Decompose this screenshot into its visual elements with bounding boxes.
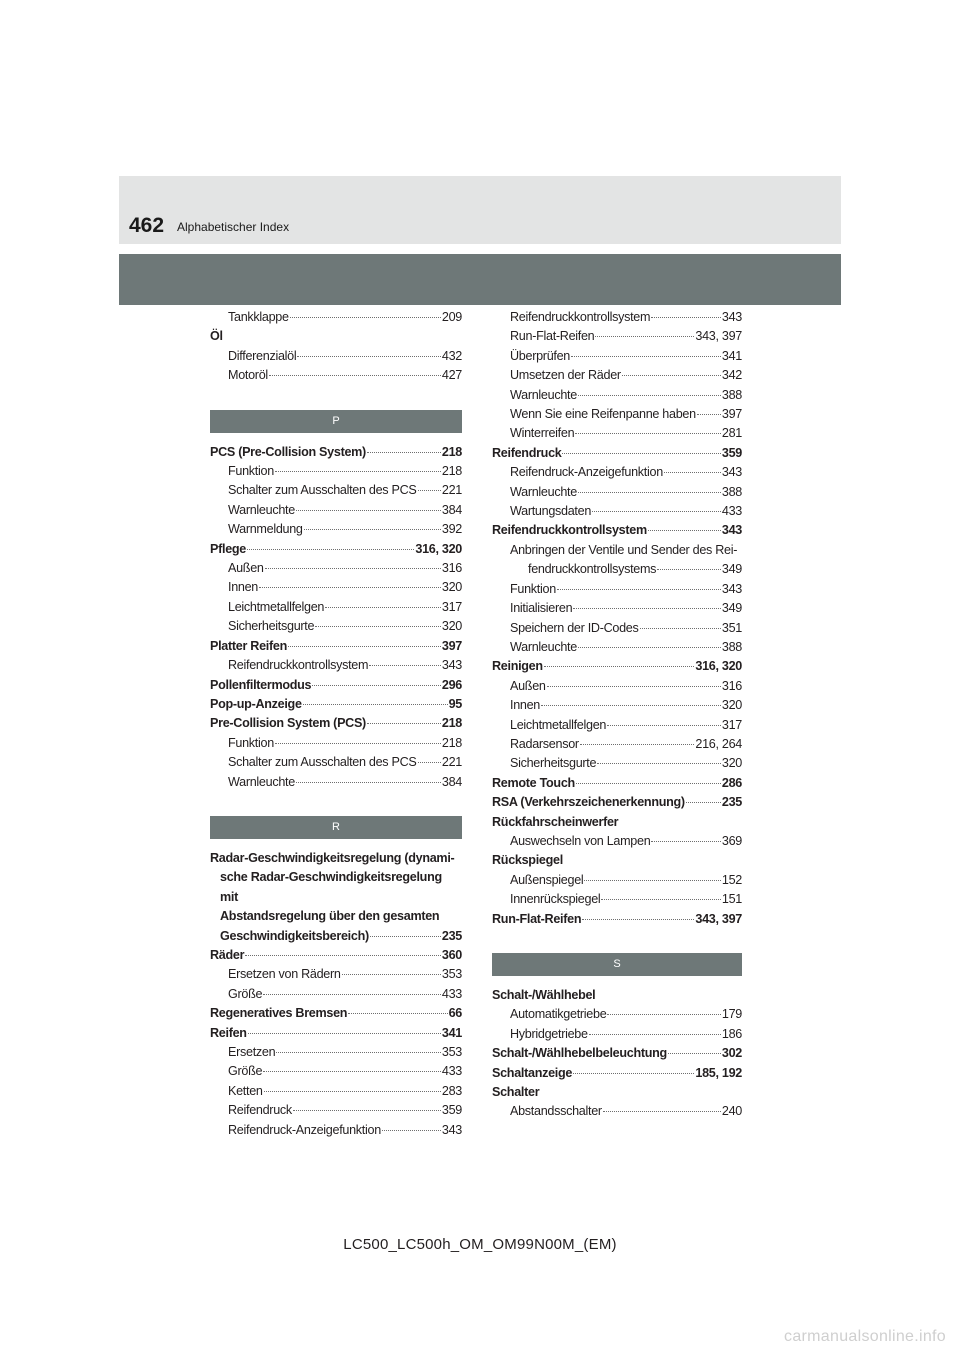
entry-page: 151 (721, 892, 742, 907)
entry-term: Warnleuchte (228, 774, 295, 789)
leader-dots (418, 762, 441, 763)
index-entry (210, 656, 462, 675)
leader-dots (578, 492, 721, 493)
entry-page: 95 (448, 696, 462, 711)
entry-term: Differenzialöl (228, 348, 297, 363)
leader-dots (697, 414, 721, 415)
entry-page: 341 (721, 348, 742, 363)
index-entry (492, 871, 742, 890)
index-column-right (492, 308, 742, 1122)
entry-page: 240 (721, 1104, 742, 1119)
entry-term: Initialisieren (510, 601, 573, 616)
entry-term: Sicherheitsgurte (228, 619, 315, 634)
index-entry (492, 580, 742, 599)
leader-dots (668, 1053, 721, 1054)
entry-term: Schaltanzeige (492, 1065, 573, 1080)
index-entry (492, 774, 742, 793)
entry-term: Umsetzen der Räder (510, 368, 621, 383)
leader-dots (263, 1071, 441, 1072)
leader-dots (595, 336, 694, 337)
index-entry (492, 327, 742, 346)
index-entry (210, 676, 462, 695)
index-entry (492, 793, 742, 812)
index-entry (210, 443, 462, 462)
entry-page: 221 (441, 755, 462, 770)
entry-term: Innenrückspiegel (510, 892, 601, 907)
index-entry (210, 520, 462, 539)
leader-dots (370, 936, 441, 937)
entry-page: 218 (441, 464, 462, 479)
entry-page: 343 (721, 523, 742, 538)
entry-page: 316 (441, 561, 462, 576)
entry-page: 286 (721, 775, 742, 790)
leader-dots (312, 685, 441, 686)
entry-term: Warnleuchte (510, 639, 577, 654)
index-group (210, 308, 462, 386)
index-entry (210, 946, 462, 965)
entry-page: 302 (721, 1046, 742, 1061)
entry-term: Schalt-/Wählhebelbeleuchtung (492, 1046, 667, 1061)
leader-dots (541, 705, 721, 706)
entry-page: 320 (441, 619, 462, 634)
entry-page: 359 (721, 445, 742, 460)
entry-term: Remote Touch (492, 775, 575, 790)
section-header-r: R (210, 816, 462, 839)
entry-term: Warnmeldung (228, 522, 303, 537)
index-entry-radar (210, 849, 462, 946)
index-column-left (210, 308, 462, 1140)
entry-page: 349 (721, 601, 742, 616)
index-entry (210, 559, 462, 578)
watermark: carmanualsonline.info (784, 1328, 946, 1345)
entry-term: Schalter (492, 1085, 540, 1100)
entry-page: 342 (721, 368, 742, 383)
leader-dots (325, 607, 441, 608)
entry-page: 343, 397 (695, 329, 742, 344)
leader-dots (601, 899, 720, 900)
entry-term: Reinigen (492, 659, 543, 674)
entry-page: 185, 192 (695, 1065, 742, 1080)
index-entry (210, 1062, 462, 1081)
leader-dots (547, 686, 721, 687)
entry-term: Reifendruckkontrollsystem (228, 658, 369, 673)
entry-page: 388 (721, 484, 742, 499)
leader-dots (578, 395, 721, 396)
index-entry (210, 1121, 462, 1140)
entry-term: Pop-up-Anzeige (210, 696, 302, 711)
index-group (492, 580, 742, 929)
leader-dots (369, 665, 441, 666)
index-entry (492, 716, 742, 735)
leader-dots (315, 626, 441, 627)
entry-page: 320 (721, 698, 742, 713)
index-group (210, 443, 462, 792)
entry-term: Abstandsschalter (510, 1104, 602, 1119)
leader-dots (342, 974, 441, 975)
entry-term: Überprüfen (510, 348, 571, 363)
entry-term: Sicherheitsgurte (510, 756, 597, 771)
index-entry (210, 1043, 462, 1062)
entry-term: Reifendruckkontrollsystem (510, 310, 651, 324)
entry-term: Regeneratives Bremsen (210, 1006, 348, 1021)
leader-dots (544, 666, 695, 667)
entry-term: Ersetzen (228, 1045, 276, 1059)
entry-term: Auswechseln von Lampen (510, 833, 651, 848)
index-entry (492, 696, 742, 715)
entry-page: 388 (721, 387, 742, 402)
index-entry (210, 1024, 462, 1043)
index-entry (210, 773, 462, 792)
index-entry (210, 1101, 462, 1120)
leader-dots (557, 589, 721, 590)
entry-term: Platter Reifen (210, 638, 287, 653)
entry-page: 343 (721, 310, 742, 324)
entry-term: Außenspiegel (510, 872, 584, 887)
leader-dots (657, 569, 721, 570)
leader-dots (293, 1110, 441, 1111)
entry-page: 152 (721, 872, 742, 887)
index-entry (492, 444, 742, 463)
entry-page: 281 (721, 426, 742, 441)
index-entry (210, 366, 462, 385)
entry-page: 397 (721, 407, 742, 422)
index-entry (492, 832, 742, 851)
entry-term: Schalter zum Ausschalten des PCS (228, 483, 417, 498)
leader-dots (578, 647, 721, 648)
entry-term: Radarsensor (510, 736, 579, 751)
index-entry (210, 598, 462, 617)
leader-dots (275, 471, 441, 472)
index-entry (210, 501, 462, 520)
index-entry (210, 578, 462, 597)
index-entry (492, 599, 742, 618)
leader-dots (573, 1073, 694, 1074)
entry-page: 218 (441, 735, 462, 750)
entry-page: 343 (441, 658, 462, 673)
entry-page: 296 (441, 677, 462, 692)
index-entry (492, 638, 742, 657)
entry-term: Räder (210, 947, 245, 962)
entry-term: Run-Flat-Reifen (510, 329, 595, 344)
index-entry (492, 347, 742, 366)
entry-term: Motoröl (228, 368, 268, 383)
entry-term: Pflege (210, 541, 246, 556)
entry-line: Abstandsregelung über den gesamten (220, 909, 440, 924)
index-entry (210, 347, 462, 366)
leader-dots (245, 955, 441, 956)
entry-page: 353 (441, 1045, 462, 1059)
leader-dots (562, 453, 720, 454)
index-entry (492, 308, 742, 327)
leader-dots (607, 725, 721, 726)
entry-page: 341 (441, 1025, 462, 1040)
index-entry (492, 754, 742, 773)
leader-dots (367, 723, 441, 724)
leader-dots (288, 646, 441, 647)
entry-line: fendruckkontrollsystems (528, 562, 657, 577)
index-entry (210, 462, 462, 481)
index-entry (492, 1044, 742, 1063)
entry-term: Reifen (210, 1025, 247, 1040)
entry-term: Winterreifen (510, 426, 575, 441)
entry-term: Warnleuchte (510, 387, 577, 402)
entry-term: Größe (228, 986, 263, 1001)
index-entry (492, 851, 742, 870)
entry-term: Rückspiegel (492, 853, 563, 868)
manual-code: LC500_LC500h_OM_OM99N00M_(EM) (343, 1236, 617, 1253)
leader-dots (382, 1130, 441, 1131)
page-number: 462 (129, 214, 165, 237)
header-band (119, 254, 841, 305)
entry-page: 351 (721, 620, 742, 635)
entry-line: Anbringen der Ventile und Sender des Rei- (510, 542, 738, 557)
index-entry (492, 483, 742, 502)
entry-term: Leichtmetallfelgen (228, 599, 325, 614)
index-entry (492, 405, 742, 424)
entry-page: 369 (721, 833, 742, 848)
leader-dots (603, 1111, 721, 1112)
index-entry (210, 1082, 462, 1101)
index-entry (210, 617, 462, 636)
leader-dots (640, 628, 721, 629)
entry-page: 218 (441, 716, 462, 731)
leader-dots (303, 704, 448, 705)
index-entry (210, 753, 462, 772)
entry-page: 316, 320 (695, 659, 742, 674)
leader-dots (582, 919, 694, 920)
leader-dots (296, 510, 441, 511)
index-entry (492, 619, 742, 638)
leader-dots (573, 608, 721, 609)
section-header-p: P (210, 410, 462, 433)
index-entry (492, 386, 742, 405)
leader-dots (263, 994, 441, 995)
index-group (210, 946, 462, 1140)
entry-page: 343 (721, 465, 742, 480)
entry-page: 179 (721, 1007, 742, 1022)
entry-page: 384 (441, 502, 462, 517)
index-entry (210, 327, 462, 346)
entry-term: Größe (228, 1064, 263, 1079)
leader-dots (651, 841, 720, 842)
entry-term: Reifendruck-Anzeigefunktion (510, 465, 663, 480)
entry-term: Funktion (228, 464, 274, 479)
leader-dots (584, 880, 720, 881)
leader-dots (297, 356, 441, 357)
leader-dots (265, 568, 441, 569)
leader-dots (622, 375, 721, 376)
entry-term: Innen (510, 698, 541, 713)
index-entry (492, 677, 742, 696)
entry-page: 320 (441, 580, 462, 595)
entry-term: Wartungsdaten (510, 504, 592, 519)
entry-page: 343 (441, 1122, 462, 1137)
section-header-s: S (492, 953, 742, 976)
index-entry (492, 1102, 742, 1121)
leader-dots (592, 511, 721, 512)
entry-term: Funktion (510, 581, 556, 596)
entry-page: 221 (441, 483, 462, 498)
index-entry (492, 1005, 742, 1024)
entry-page: 388 (721, 639, 742, 654)
entry-term: Speichern der ID-Codes (510, 620, 639, 635)
index-entry (492, 1083, 742, 1102)
leader-dots (304, 529, 441, 530)
entry-page: 433 (441, 1064, 462, 1079)
index-entry (492, 910, 742, 929)
entry-line: Radar-Geschwindigkeitsregelung (dynami- (210, 850, 455, 865)
entry-term: Rückfahrscheinwerfer (492, 814, 619, 829)
entry-term: Innen (228, 580, 259, 595)
entry-term: Automatikgetriebe (510, 1007, 607, 1022)
leader-dots (575, 433, 721, 434)
entry-term: Öl (210, 329, 223, 344)
leader-dots (589, 1034, 721, 1035)
entry-page: 384 (441, 774, 462, 789)
leader-dots (290, 317, 441, 318)
leader-dots (664, 472, 721, 473)
index-entry (210, 734, 462, 753)
entry-page: 432 (441, 348, 462, 363)
leader-dots (276, 1052, 441, 1053)
leader-dots (607, 1014, 720, 1015)
entry-term: Tankklappe (228, 310, 289, 324)
entry-page: 317 (721, 717, 742, 732)
entry-term: Reifendruck (492, 445, 562, 460)
entry-term: Außen (228, 561, 264, 576)
leader-dots (269, 375, 441, 376)
page-title: Alphabetischer Index (177, 220, 290, 234)
entry-page: 433 (721, 504, 742, 519)
entry-page: 427 (441, 368, 462, 383)
entry-term: Ketten (228, 1083, 263, 1098)
entry-term: Schalter zum Ausschalten des PCS (228, 755, 417, 770)
leader-dots (597, 763, 721, 764)
entry-page: 353 (441, 967, 462, 982)
entry-page: 343, 397 (695, 911, 742, 926)
leader-dots (348, 1013, 447, 1014)
entry-line: sche Radar-Geschwindigkeitsregelung mit (220, 870, 442, 904)
leader-dots (651, 317, 721, 318)
leader-dots (296, 782, 441, 783)
entry-term: Reifendruck (228, 1103, 292, 1118)
leader-dots (264, 1091, 441, 1092)
index-entry-ventile (492, 541, 742, 580)
index-entry (210, 540, 462, 559)
entry-term: Reifendruckkontrollsystem (492, 523, 647, 538)
leader-dots (247, 549, 414, 550)
index-entry (492, 424, 742, 443)
index-group (492, 986, 742, 1122)
entry-page: 320 (721, 756, 742, 771)
index-entry (210, 695, 462, 714)
entry-term: Schalt-/Wählhebel (492, 988, 596, 1002)
entry-line: Geschwindigkeitsbereich) (220, 928, 369, 943)
entry-page: 216, 264 (695, 736, 742, 751)
leader-dots (580, 744, 695, 745)
entry-page: 283 (441, 1083, 462, 1098)
index-entry (492, 1064, 742, 1083)
entry-page: 66 (448, 1006, 462, 1021)
entry-term: Warnleuchte (510, 484, 577, 499)
index-entry (492, 521, 742, 540)
index-entry (492, 366, 742, 385)
index-entry (492, 1025, 742, 1044)
entry-page: 209 (441, 310, 462, 324)
index-entry (210, 965, 462, 984)
entry-page: 186 (721, 1026, 742, 1041)
leader-dots (648, 530, 721, 531)
index-entry (492, 657, 742, 676)
entry-page: 317 (441, 599, 462, 614)
entry-term: Run-Flat-Reifen (492, 911, 582, 926)
leader-dots (418, 490, 441, 491)
entry-page: 235 (441, 928, 462, 943)
index-entry (210, 985, 462, 1004)
entry-term: Leichtmetallfelgen (510, 717, 607, 732)
entry-term: Pre-Collision System (PCS) (210, 716, 366, 731)
index-entry (492, 735, 742, 754)
leader-dots (571, 356, 721, 357)
leader-dots (686, 802, 721, 803)
index-entry (492, 502, 742, 521)
index-entry (210, 481, 462, 500)
index-group (492, 308, 742, 541)
entry-term: Reifendruck-Anzeigefunktion (228, 1122, 381, 1137)
index-entry (210, 637, 462, 656)
entry-page: 235 (721, 795, 742, 810)
entry-page: 349 (721, 562, 742, 577)
index-entry (492, 890, 742, 909)
leader-dots (248, 1033, 441, 1034)
leader-dots (367, 452, 441, 453)
index-entry (492, 986, 742, 1005)
entry-term: PCS (Pre-Collision System) (210, 444, 366, 459)
entry-term: Außen (510, 678, 546, 693)
index-entry (210, 308, 462, 327)
leader-dots (576, 783, 721, 784)
index-entry (210, 1004, 462, 1023)
leader-dots (259, 587, 441, 588)
entry-page: 218 (441, 444, 462, 459)
leader-dots (275, 743, 441, 744)
index-entry (210, 714, 462, 733)
entry-term: Wenn Sie eine Reifenpanne haben (510, 407, 696, 422)
entry-page: 433 (441, 986, 462, 1001)
entry-page: 397 (441, 638, 462, 653)
entry-term: Warnleuchte (228, 502, 295, 517)
entry-page: 359 (441, 1103, 462, 1118)
index-entry (492, 813, 742, 832)
entry-term: RSA (Verkehrszeichenerkennung) (492, 795, 685, 810)
index-entry (492, 463, 742, 482)
entry-page: 343 (721, 581, 742, 596)
entry-term: Hybridgetriebe (510, 1026, 588, 1041)
entry-page: 316 (721, 678, 742, 693)
entry-page: 316, 320 (415, 541, 462, 556)
entry-term: Pollenfiltermodus (210, 677, 312, 692)
entry-page: 392 (441, 522, 462, 537)
entry-term: Ersetzen von Rädern (228, 967, 341, 982)
entry-page: 360 (441, 947, 462, 962)
entry-term: Funktion (228, 735, 274, 750)
